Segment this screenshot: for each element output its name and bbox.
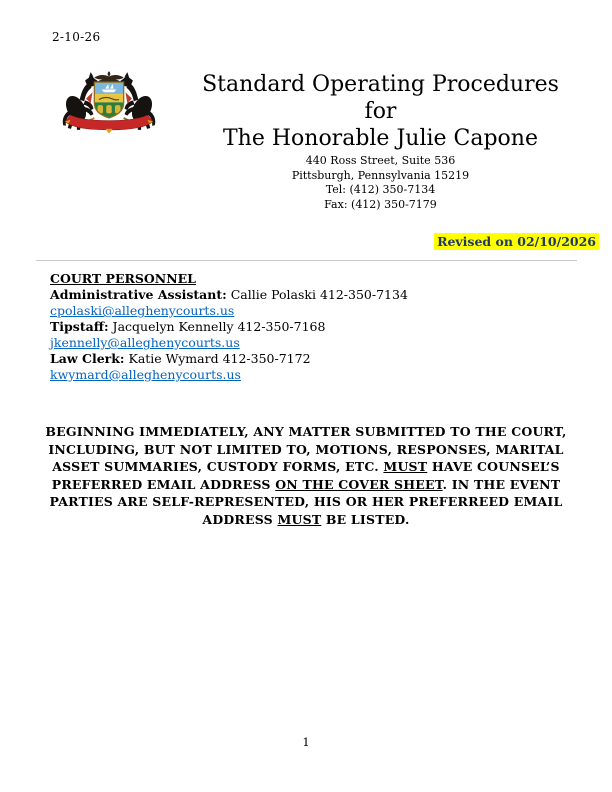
notice-text: ADDRESS [202, 511, 278, 527]
personnel-role: Administrative Assistant: [50, 287, 227, 302]
notice-line [36, 458, 576, 476]
personnel-email-line [50, 335, 570, 351]
personnel-entry [50, 319, 570, 335]
address-tel: Tel: (412) 350-7134 [325, 183, 436, 196]
revision-row [434, 231, 599, 250]
address-street: 440 Ross Street, Suite 536 [305, 154, 456, 167]
personnel-list [50, 287, 570, 383]
personnel-entry [50, 351, 570, 367]
personnel-detail: Callie Polaski 412-350-7134 [226, 287, 408, 302]
notice-text: PREFERRED EMAIL ADDRESS [51, 476, 276, 492]
personnel-email-line [50, 303, 570, 319]
letterhead [163, 71, 598, 212]
personnel-detail: Katie Wymard 412-350-7172 [124, 351, 311, 366]
personnel-email-line [50, 367, 570, 383]
court-address-block [163, 154, 598, 212]
notice-underlined-text: MUST [277, 511, 322, 527]
personnel-role: Tipstaff: [50, 319, 109, 334]
personnel-detail: Jacquelyn Kennelly 412-350-7168 [108, 319, 326, 334]
personnel-role: Law Clerk: [50, 351, 125, 366]
email-link[interactable]: jkennelly@alleghenycourts.us [50, 335, 240, 350]
notice-text: BE LISTED. [321, 511, 410, 527]
document-title-line-1: Standard Operating Procedures [202, 72, 559, 97]
coat-of-arms-graphic [54, 69, 164, 143]
notice-line [36, 423, 576, 441]
document-title-line-3: The Honorable Julie Capone [222, 126, 538, 151]
notice-text: . IN THE EVENT [442, 476, 561, 492]
address-city: Pittsburgh, Pennsylvania 15219 [291, 168, 470, 182]
page-number: 1 [302, 735, 310, 749]
notice-underlined-text: ON THE COVER SHEET [275, 476, 443, 492]
notice-text: BEGINNING IMMEDIATELY, ANY MATTER SUBMITTED TO THE COURT, [45, 424, 567, 439]
header-divider [36, 260, 577, 261]
address-fax: Fax: (412) 350-7179 [324, 197, 437, 211]
notice-text: ASSET SUMMARIES, CUSTODY FORMS, ETC. [52, 459, 384, 474]
revision-date-note: 2-10-26 [52, 30, 101, 44]
revision-date-highlight: Revised on 02/10/2026 [434, 233, 599, 250]
notice-paragraph [36, 423, 576, 528]
court-personnel-heading: COURT PERSONNEL [50, 271, 196, 286]
notice-line [36, 493, 576, 511]
notice-line [36, 511, 576, 529]
notice-line [36, 441, 576, 459]
document-title-line-2: for [364, 99, 397, 124]
notice-line [36, 476, 576, 494]
notice-underlined-text: MUST [383, 459, 428, 474]
notice-text: PARTIES ARE SELF-REPRESENTED, HIS OR HER PREFERREED EMAIL [49, 494, 563, 509]
pennsylvania-coat-of-arms [54, 69, 164, 143]
court-personnel-section [50, 271, 570, 383]
notice-text: HAVE COUNSEL’S [427, 459, 560, 474]
email-link[interactable]: kwymard@alleghenycourts.us [50, 367, 241, 382]
notice-text: INCLUDING, BUT NOT LIMITED TO, MOTIONS, RESPONSES, MARITAL [48, 441, 564, 457]
email-link[interactable]: cpolaski@alleghenycourts.us [50, 303, 235, 318]
personnel-entry [50, 287, 570, 303]
